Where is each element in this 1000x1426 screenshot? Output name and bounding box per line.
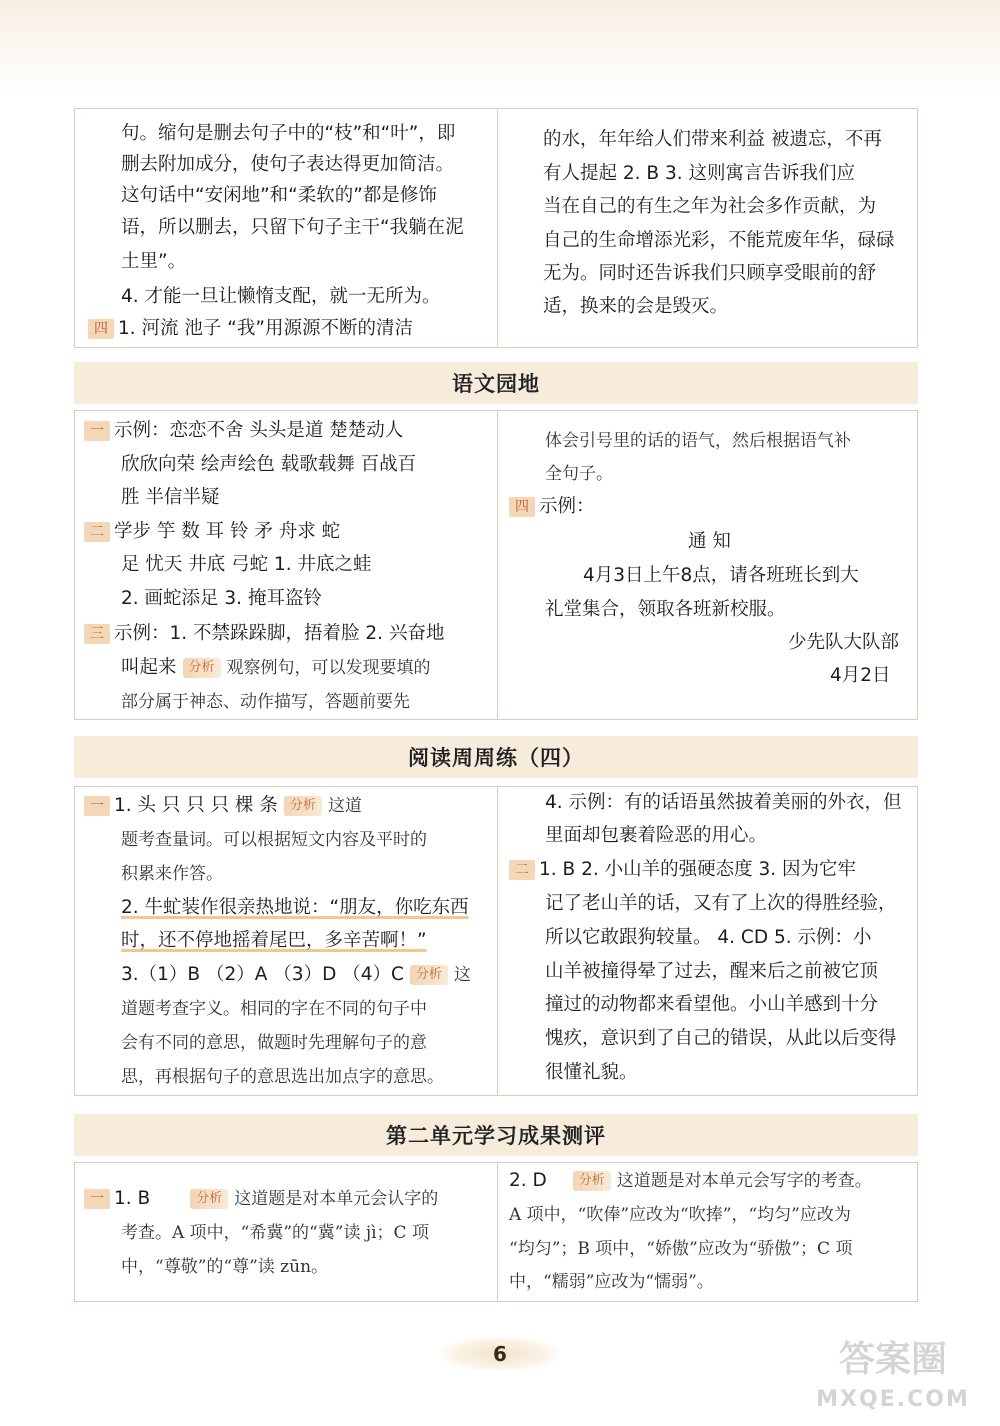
text-line: 这句话中“安闲地”和“柔软的”都是修饰 (121, 185, 437, 206)
answer-line-3 (84, 622, 444, 646)
text-line: 2. D (509, 1170, 547, 1191)
text-line: 1. B 2. 小山羊的强硬态度 3. 因为它牢 (539, 859, 857, 880)
answer-line-2 (509, 858, 856, 882)
text-line: 很懂礼貌。 (545, 1062, 638, 1083)
section-title-danyuan: 第二单元学习成果测评 (74, 1114, 918, 1156)
text-line: 1. B (114, 1188, 151, 1209)
text-line: 句。缩句是删去句子中的“枝”和“叶”，即 (121, 123, 456, 144)
text-line: 土里”。 (121, 251, 187, 272)
notice-signature: 少先队大队部 (788, 632, 900, 653)
highlighted-text-line: 2. 牛虻装作很亲热地说：“朋友，你吃东西 (121, 897, 469, 918)
highlighted-text-line: 时，还不停地摇着尾巴，多辛苦啊！” (121, 930, 427, 951)
text-line: 足 忧天 井底 弓蛇 1. 井底之蛙 (121, 554, 372, 575)
text-line: 有人提起 2. B 3. 这则寓言告诉我们应 (543, 163, 856, 184)
analysis-text: 会有不同的意思，做题时先理解句子的意 (121, 1033, 427, 1053)
text-line: 4. 示例：有的话语虽然披着美丽的外衣，但 (545, 792, 902, 813)
text-line: 4月3日上午8点，请各班班长到大 (583, 565, 859, 586)
section-marker-icon: 二 (509, 860, 535, 880)
analysis-text: 中，“尊敬”的“尊”读 zūn。 (121, 1257, 329, 1277)
section-marker-icon: 一 (84, 1189, 110, 1209)
analysis-badge-icon: 分析 (183, 658, 221, 678)
analysis-badge-icon: 分析 (190, 1189, 228, 1209)
text-line: 适，换来的会是毁灭。 (543, 296, 729, 317)
section-title-yuedu: 阅读周周练（四） (74, 736, 918, 778)
top-background-band (0, 0, 1000, 95)
analysis-text: 思，再根据句子的意思选出加点字的意思。 (121, 1067, 444, 1087)
analysis-text: 题考查量词。可以根据短文内容及平时的 (121, 830, 427, 850)
column-divider (497, 1163, 498, 1301)
text-line: 自己的生命增添光彩，不能荒废年华，碌碌 (543, 230, 895, 251)
analysis-text: 这道 (327, 796, 362, 816)
text-line: 学步 竽 数 耳 铃 矛 舟求 蛇 (114, 521, 341, 542)
analysis-text: 这道题是对本单元会写字的考查。 (616, 1171, 872, 1191)
text-line: 所以它敢跟狗较量。 4. CD 5. 示例：小 (545, 927, 872, 948)
answer-line-1 (84, 794, 362, 818)
column-divider (497, 787, 498, 1095)
analysis-badge-icon: 分析 (410, 965, 448, 985)
analysis-text: 体会引号里的话的语气，然后根据语气补 (545, 431, 851, 451)
analysis-badge-icon: 分析 (573, 1171, 611, 1191)
section-marker-icon: 一 (84, 796, 110, 816)
text-line: 删去附加成分，使句子表达得更加简洁。 (121, 154, 455, 175)
text-line: 山羊被撞得晕了过去，醒来后之前被它顶 (545, 961, 879, 982)
watermark-logo (798, 1340, 988, 1420)
analysis-text: 这 (453, 965, 471, 985)
section-marker-icon: 三 (84, 624, 110, 644)
notice-title: 通 知 (688, 531, 731, 552)
text-line: 撞过的动物都来看望他。小山羊感到十分 (545, 994, 879, 1015)
text-line: 胜 半信半疑 (121, 487, 220, 508)
text-line: 的水，年年给人们带来利益 被遗忘，不再 (543, 129, 882, 150)
text-line: 示例： (539, 496, 595, 517)
section-title-yuwen: 语文园地 (74, 362, 918, 404)
text-line: 里面却包裹着险恶的用心。 (545, 825, 768, 846)
answer-line-2 (509, 1169, 872, 1193)
text-line: 礼堂集合，领取各班新校服。 (545, 599, 786, 620)
answer-line-1 (84, 419, 403, 443)
text-line: 欣欣向荣 绘声绘色 载歌载舞 百战百 (121, 454, 417, 475)
answer-line-4 (88, 317, 413, 341)
analysis-text: 中，“糯弱”应改为“懦弱”。 (509, 1272, 714, 1292)
text-line: 2. 画蛇添足 3. 掩耳盗铃 (121, 588, 322, 609)
text-line: 无为。同时还告诉我们只顾享受眼前的舒 (543, 263, 877, 284)
analysis-text: 全句子。 (545, 464, 613, 484)
section-marker-icon: 一 (84, 421, 110, 441)
analysis-badge-icon: 分析 (284, 796, 322, 816)
text-line: 3.（1）B （2）A （3）D （4）C (121, 964, 404, 985)
analysis-text: 部分属于神态、动作描写，答题前要先 (121, 692, 410, 712)
column-divider (497, 411, 498, 719)
page-number: 6 (440, 1337, 560, 1371)
answer-line-4 (509, 495, 595, 519)
analysis-text: 积累来作答。 (121, 864, 223, 884)
text-line: 示例：恋恋不舍 头头是道 楚楚动人 (114, 420, 404, 441)
text-line-with-analysis (121, 963, 471, 987)
analysis-text: “均匀”；B 项中，“娇傲”应改为“骄傲”；C 项 (509, 1239, 853, 1259)
section-marker-icon: 二 (84, 522, 110, 542)
text-line: 愧疚，意识到了自己的错误，从此以后变得 (545, 1028, 897, 1049)
column-divider (497, 109, 498, 347)
section-marker-icon: 四 (88, 319, 114, 339)
text-line: 1. 头 只 只 只 棵 条 (114, 795, 278, 816)
text-line: 语，所以删去，只留下句子主干“我躺在泥 (121, 217, 464, 238)
analysis-text: 观察例句，可以发现要填的 (226, 658, 431, 678)
watermark-bottom: MXQE.COM (816, 1387, 970, 1412)
text-line: 叫起来 (121, 657, 177, 678)
text-line: 记了老山羊的话，又有了上次的得胜经验， (545, 893, 897, 914)
analysis-text: A 项中，“吹俸”应改为“吹捧”，“均匀”应改为 (509, 1205, 851, 1225)
text-line: 1. 河流 池子 “我”用源源不断的清洁 (118, 318, 413, 339)
analysis-text: 这道题是对本单元会认字的 (234, 1189, 439, 1209)
answer-line-2 (84, 520, 340, 544)
answer-line-1 (84, 1187, 438, 1211)
notice-date: 4月2日 (830, 665, 891, 686)
analysis-text: 道题考查字义。相同的字在不同的句子中 (121, 999, 427, 1019)
watermark-top: 答案圈 (838, 1339, 947, 1380)
text-line-with-analysis (121, 656, 431, 680)
text-line: 当在自己的有生之年为社会多作贡献，为 (543, 196, 877, 217)
text-line: 4. 才能一旦让懒惰支配，就一无所为。 (121, 286, 441, 307)
analysis-text: 考查。A 项中，“希冀”的“冀”读 jì；C 项 (121, 1223, 429, 1243)
section-marker-icon: 四 (509, 497, 535, 517)
text-line: 示例：1. 不禁跺跺脚，捂着脸 2. 兴奋地 (114, 623, 445, 644)
